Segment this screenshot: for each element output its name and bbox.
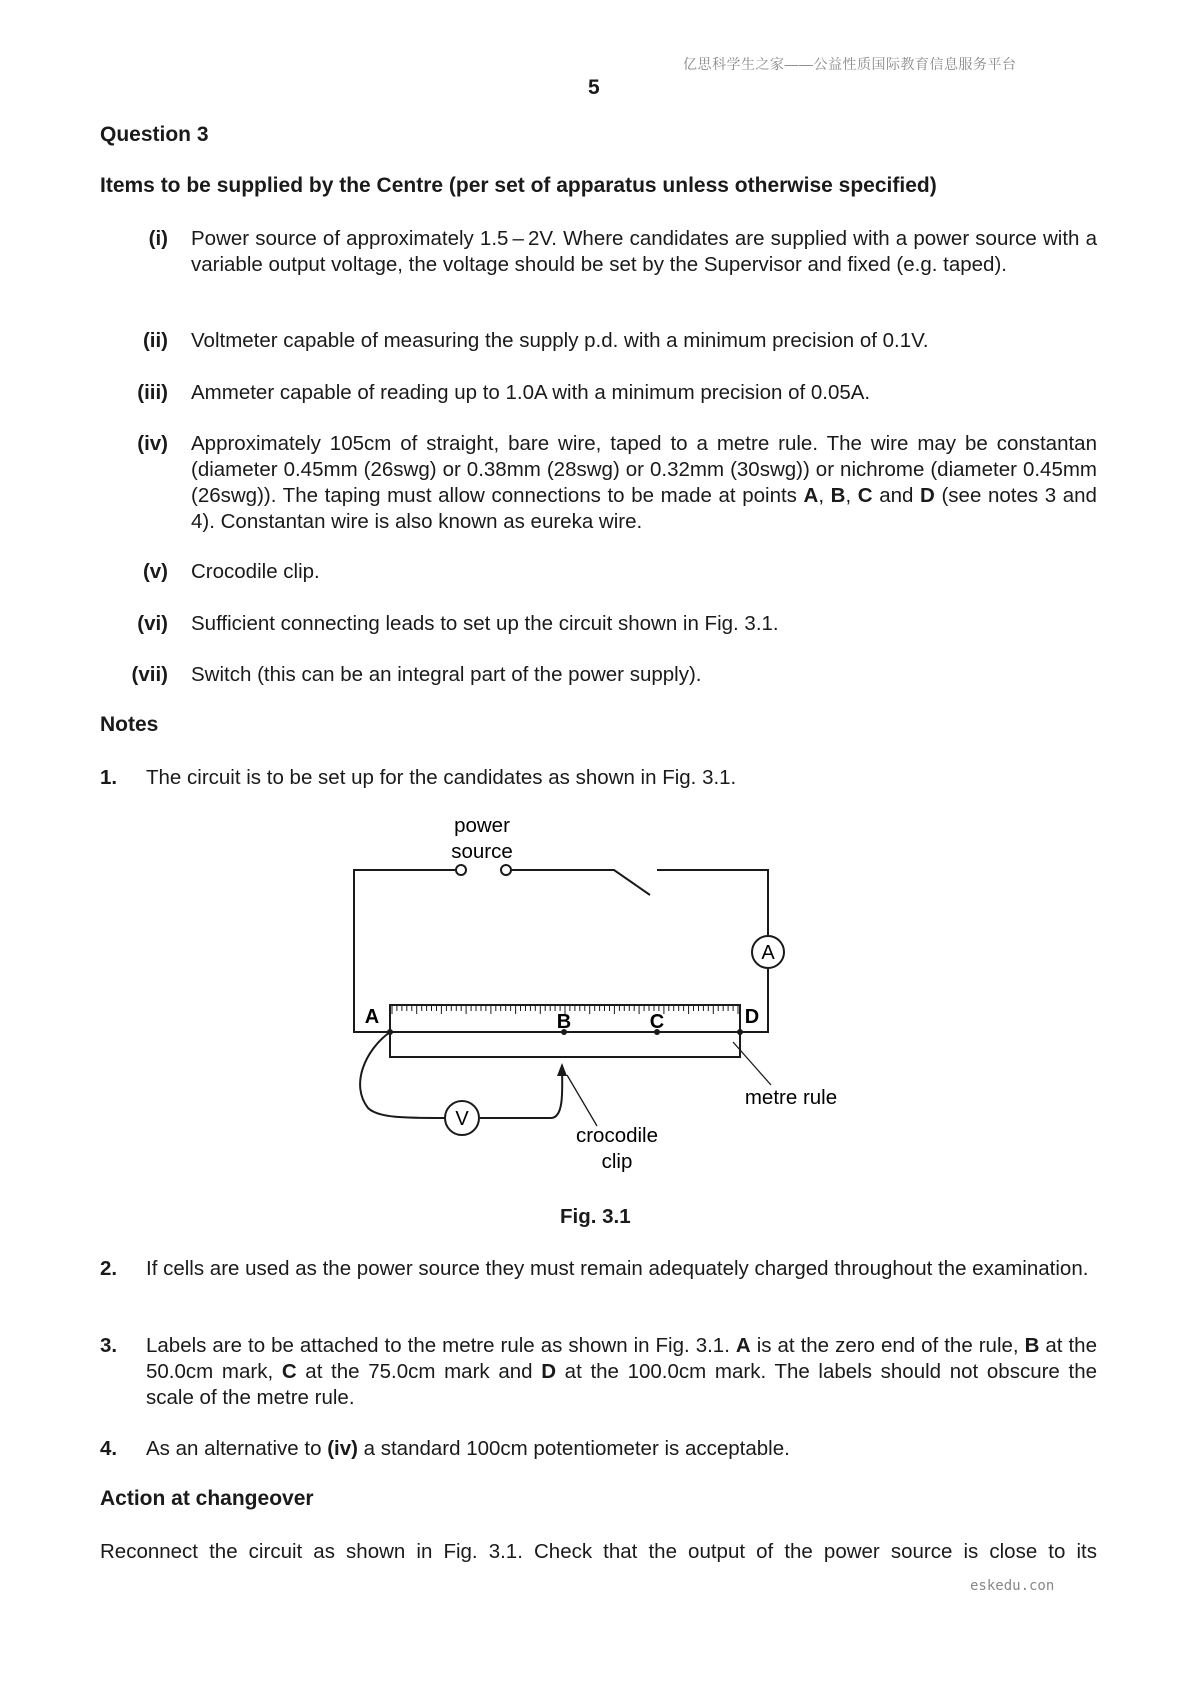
header-watermark: 亿思科学生之家——公益性质国际教育信息服务平台 <box>683 56 1017 72</box>
item-text: Crocodile clip. <box>191 560 320 583</box>
point-a-label: A <box>364 1006 380 1028</box>
point-b-label: B <box>556 1011 572 1033</box>
circuit-diagram <box>330 810 870 1180</box>
power-terminal-right <box>501 865 511 875</box>
note-text: As an alternative to (iv) a standard 100cm potentiometer is acceptable. <box>146 1437 790 1460</box>
action-text: Reconnect the circuit as shown in Fig. 3.1. Check that the output of the power source is close to its <box>100 1540 1097 1563</box>
items-heading: Items to be supplied by the Centre (per set of apparatus unless otherwise specified) <box>100 174 937 197</box>
item-text: Voltmeter capable of measuring the supply p.d. with a minimum precision of 0.1V. <box>191 329 929 352</box>
metre-rule-label: metre rule <box>744 1086 838 1109</box>
page-number: 5 <box>588 76 600 99</box>
item-number: (i) <box>148 227 168 250</box>
clip-leader <box>567 1075 597 1126</box>
question-title: Question 3 <box>100 123 209 146</box>
point-a-dot <box>387 1029 393 1035</box>
crocodile-clip-arrowhead <box>557 1063 567 1076</box>
item-number: (vi) <box>137 612 168 635</box>
voltmeter-label: V <box>455 1108 469 1130</box>
point-d-label: D <box>744 1006 760 1028</box>
power-terminal-left <box>456 865 466 875</box>
item-text: Approximately 105cm of straight, bare wire, taped to a metre rule. The wire may be constantan (diameter 0.45mm (26swg) or 0.38mm (28swg) or 0.32mm (30swg)) or nichrome (diameter 0.45mm (26swg)). The taping must allow connections to be made at points A, B, C and D (see notes 3 and 4). Constantan wire is also known as eureka wire. <box>191 432 1097 533</box>
item-text: Power source of approximately 1.5 – 2V. Where candidates are supplied with a power source with a variable output voltage, the voltage should be set by the Supervisor and fixed (e.g. taped). <box>191 227 1097 276</box>
crocodile-clip-label-line1: crocodile <box>575 1124 659 1147</box>
note-text: Labels are to be attached to the metre rule as shown in Fig. 3.1. A is at the zero end of the rule, B at the 50.0cm mark, C at the 75.0cm mark and D at the 100.0cm mark. The labels should not obscure the scale of the metre rule. <box>146 1334 1097 1409</box>
item-number: (iii) <box>137 381 168 404</box>
circuit-wires <box>354 870 768 1118</box>
note-number: 2. <box>100 1257 118 1280</box>
power-source-label-line1: power <box>454 814 510 837</box>
action-heading: Action at changeover <box>100 1487 314 1510</box>
point-c-label: C <box>649 1011 665 1033</box>
power-source-label-line2: source <box>451 840 513 863</box>
item-text: Switch (this can be an integral part of the power supply). <box>191 663 702 686</box>
metre-rule-leader <box>733 1042 771 1085</box>
figure-caption: Fig. 3.1 <box>560 1205 631 1228</box>
note-text: If cells are used as the power source they must remain adequately charged throughout the examination. <box>146 1257 1089 1280</box>
item-number: (vii) <box>131 663 168 686</box>
note-number: 1. <box>100 766 118 789</box>
item-number: (v) <box>142 560 168 583</box>
ammeter-label: A <box>761 942 775 964</box>
item-number: (iv) <box>137 432 168 455</box>
note-number: 4. <box>100 1437 118 1460</box>
crocodile-clip-label-line2: clip <box>601 1150 633 1173</box>
item-text: Sufficient connecting leads to set up the circuit shown in Fig. 3.1. <box>191 612 779 635</box>
item-number: (ii) <box>142 329 168 352</box>
notes-heading: Notes <box>100 713 159 736</box>
note-text: The circuit is to be set up for the candidates as shown in Fig. 3.1. <box>146 766 737 789</box>
point-d-dot <box>737 1029 743 1035</box>
item-text: Ammeter capable of reading up to 1.0A with a minimum precision of 0.05A. <box>191 381 871 404</box>
footer-watermark: eskedu.con <box>970 1578 1055 1594</box>
note-number: 3. <box>100 1334 118 1357</box>
